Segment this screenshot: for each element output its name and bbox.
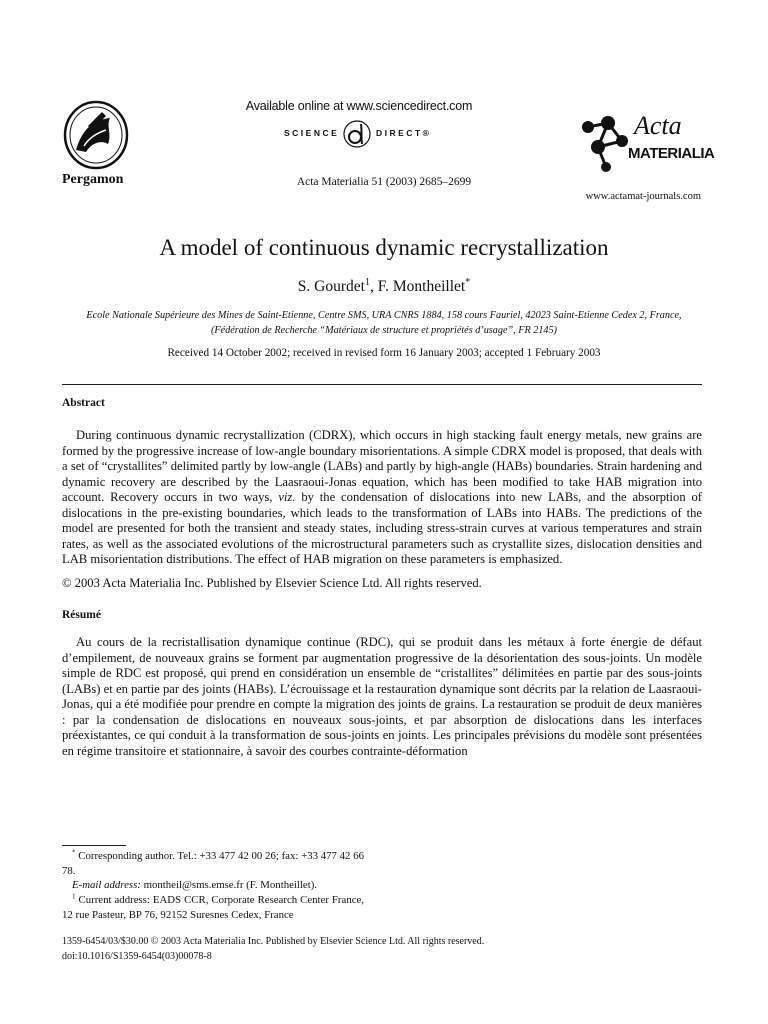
email-label: E-mail address:: [72, 879, 141, 892]
author-footnote-mark[interactable]: *: [465, 276, 471, 288]
resume-heading: Résumé: [62, 609, 101, 621]
acta-logo-text: Acta: [634, 111, 682, 140]
footnote-mark: 1: [72, 892, 76, 901]
pergamon-seal-icon: [62, 100, 130, 170]
sciencedirect-logo-left: SCIENCE: [284, 128, 340, 138]
journal-url[interactable]: www.actamat-journals.com: [585, 191, 701, 202]
divider: [62, 384, 702, 385]
email-value[interactable]: montheil@sms.emse.fr (F. Montheillet).: [140, 879, 317, 892]
received-dates: Received 14 October 2002; received in revised form 16 January 2003; accepted 1 February 2003: [167, 347, 601, 359]
sciencedirect-logo-right: DIRECT®: [376, 128, 432, 138]
abstract-text-part: During continuous dynamic recrystallization (CDRX), which occurs in high stacking fault energy metals, new grains are formed by the progressive increase of low-angle boundary misorientations. A simple CDRX model is proposed, that deals with a set of “crystallites” delimited partly by low-angle (LABs) and partly by high-angle (HABs) boundaries. Strain hardening and dynamic recovery are described by the Laasraoui-Jonas equation, which has been modified to take HAB migration into account. Recovery occurs in two ways,: [62, 428, 702, 504]
molecule-icon: [578, 113, 640, 175]
footnote-mark: *: [72, 848, 76, 857]
footnote-divider: [62, 845, 126, 846]
author-list: [0, 278, 768, 296]
sciencedirect-logo: [240, 119, 480, 149]
copyright-notice: © 2003 Acta Materialia Inc. Published by Elsevier Science Ltd. All rights reserved.: [62, 576, 482, 590]
acta-materialia-logo: [578, 111, 715, 175]
abstract-text: [62, 428, 702, 568]
author-separator: ,: [369, 278, 378, 295]
footnote-corresponding: [62, 849, 364, 878]
sciencedirect-d-icon: [342, 119, 372, 149]
resume-text: [62, 635, 702, 759]
footnote-current-address: [62, 893, 364, 922]
abstract-text-part: by the condensation of dislocations into new LABs, and the absorption of dislocations in the pre-existing boundaries, which leads to the transformation of LABs into HABs. The predictions of the model are presented for both the transient and steady states, including stress-strain curves at various temperatures and strain rates, as well as the associated evolutions of the microstructural parameters such as crystallite sizes, dislocation densities and LAB misorientation distributions. The effect of HAB migration on these parameters is emphasized.: [62, 490, 702, 566]
pergamon-label: Pergamon: [62, 172, 124, 187]
author-footnote-mark[interactable]: 1: [364, 276, 370, 288]
footnote-text: Corresponding author. Tel.: +33 477 42 00 26; fax: +33 477 42 66 78.: [62, 850, 364, 877]
affiliation: Ecole Nationale Supérieure des Mines de Saint-Etienne, Centre SMS, URA CNRS 1884, 158 cours Fauriel, 42023 Saint-Etienne Cedex 2, France, (Fédération de Recherche “Matériaux de structure et propriétés d’usage”, FR 2145): [86, 310, 682, 336]
doi-line[interactable]: doi:10.1016/S1359-6454(03)00078-8: [62, 951, 212, 962]
footnote-email: [62, 878, 364, 893]
footnote-text: Current address: EADS CCR, Corporate Research Center France, 12 rue Pasteur, BP 76, 92152 Suresnes Cedex, France: [62, 894, 364, 921]
author-name: F. Montheillet: [377, 278, 466, 295]
footnotes: [62, 849, 364, 923]
available-online-text: Available online at www.sciencedirect.com: [245, 99, 473, 113]
abstract-heading: Abstract: [62, 397, 105, 409]
materialia-logo-text: MATERIALIA: [628, 145, 715, 162]
abstract-viz: viz.: [278, 490, 296, 504]
resume-paragraph: Au cours de la recristallisation dynamique continue (RDC), qui se produit dans les métaux à forte énergie de défaut d’empilement, de nouveaux grains se forment par augmentation progressive de la désorientation des sous-joints. Un modèle simple de RDC est proposé, qui prend en considération un ensemble de “cristallites” délimitées en partie par des sous-joints (LABs) et en partie par des joints (HABs). L’écrouissage et la restauration dynamique sont décrits par la relation de Laasraoui-Jonas, qui a été modifiée pour prendre en compte la migration des joints de grains. La restauration se produit de deux manières : par la condensation de dislocations en nouveaux sous-joints, et par absorption de dislocations dans les interfaces préexistantes, ce qui conduit à la transformation de sous-joints en joints. Les principales prévisions du modèle sont présentées en régime transitoire et stationnaire, à savoir des courbes contrainte-déformation: [62, 635, 702, 758]
author-name: S. Gourdet: [297, 278, 365, 295]
journal-citation: Acta Materialia 51 (2003) 2685–2699: [296, 176, 472, 188]
issn-line: 1359-6454/03/$30.00 © 2003 Acta Materialia Inc. Published by Elsevier Science Ltd. All rights reserved.: [62, 936, 485, 947]
article-title: A model of continuous dynamic recrystallization: [159, 235, 609, 260]
